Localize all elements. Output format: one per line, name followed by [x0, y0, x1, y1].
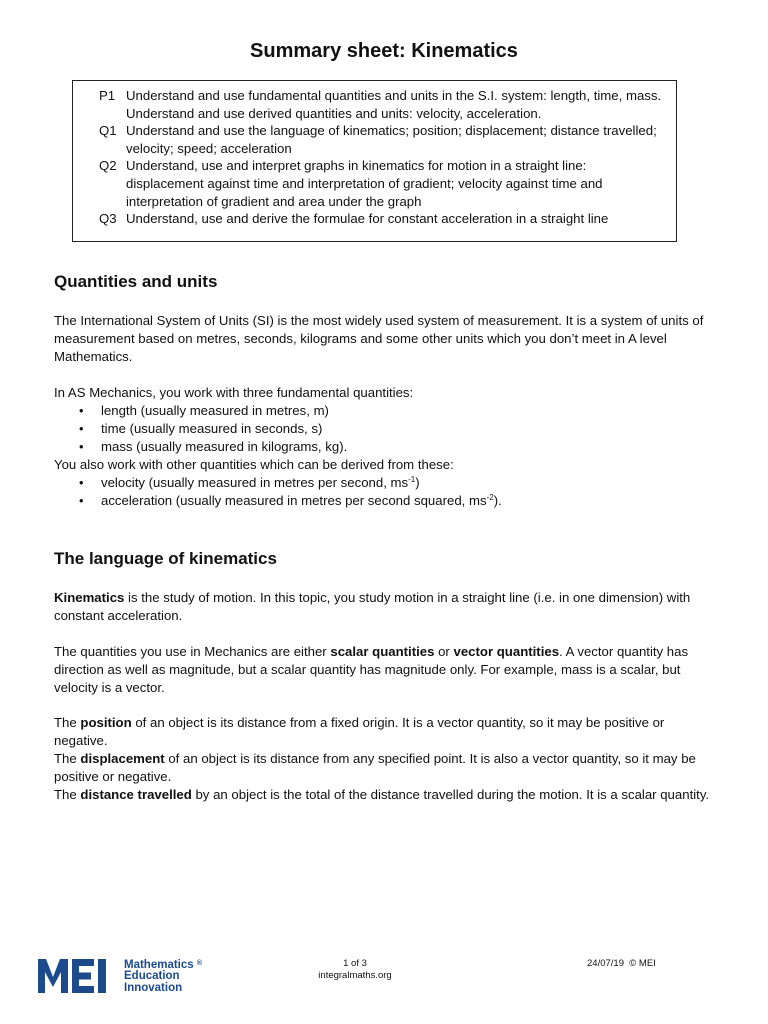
- list-item: • length (usually measured in metres, m): [79, 403, 329, 418]
- objective-text: Understand and use fundamental quantities and units in the S.I. system: length, time, mass. Understand and use derived quantities and units: velocity, acceleration.: [126, 88, 662, 121]
- derived-intro: You also work with other quantities which can be derived from these:: [54, 457, 454, 472]
- section-heading-language: The language of kinematics: [54, 549, 277, 568]
- bullet-icon: •: [79, 421, 84, 436]
- bullet-icon: •: [79, 493, 84, 508]
- list-item: • mass (usually measured in kilograms, kg).: [79, 439, 348, 454]
- mei-logo: [38, 957, 202, 995]
- fundamental-intro: In AS Mechanics, you work with three fundamental quantities:: [54, 385, 414, 400]
- mei-logo-icon: [38, 959, 118, 993]
- definitions-block: [54, 714, 718, 804]
- si-paragraph: The International System of Units (SI) is the most widely used system of measurement. It is a system of units of measurement based on metres, seconds, kilograms and some other units which you don’t meet in A level Mathematics.: [54, 313, 704, 364]
- objective-code: Q3: [99, 211, 117, 227]
- page-number: 1 of 3: [343, 958, 367, 969]
- site-url: integralmaths.org: [318, 970, 392, 981]
- page-title: Summary sheet: Kinematics: [250, 40, 518, 62]
- section-heading-quantities: Quantities and units: [54, 272, 218, 291]
- objective-row: [99, 210, 666, 228]
- objective-text: Understand and use the language of kinematics; position; displacement; distance travelled; velocity; speed; acceleration: [126, 123, 657, 156]
- objective-text: Understand, use and interpret graphs in kinematics for motion in a straight line: displacement against time and interpretation of gradient; velocity against time and interpretation of gradient and area under the graph: [126, 158, 603, 209]
- list-item: • velocity (usually measured in metres per second, $ms^{-1}$): [79, 475, 420, 490]
- quantities-list-block: [54, 384, 718, 510]
- fundamental-list: [54, 402, 718, 456]
- mei-logo-text: Mathematics ® Education Innovation: [124, 958, 203, 994]
- footer-date: 24/07/19 © MEI: [587, 958, 656, 969]
- objective-text: Understand, use and derive the formulae for constant acceleration in a straight line: [126, 211, 609, 227]
- kinematics-definition: Kinematics is the study of motion. In this topic, you study motion in a straight line (i.e. in one dimension) with constant acceleration.: [54, 590, 691, 623]
- scalar-vector-paragraph: The quantities you use in Mechanics are either scalar quantities or vector quantities. A vector quantity has direction as well as magnitude, but a scalar quantity has magnitude only. For example, mass is a scalar, but velocity is a vector.: [54, 644, 689, 695]
- bullet-icon: •: [79, 439, 84, 454]
- distance-definition: The distance travelled by an object is the total of the distance travelled during the motion. It is a scalar quantity.: [54, 787, 710, 802]
- list-item: • acceleration (usually measured in metres per second squared, $ms^{-2}$).: [79, 493, 502, 508]
- position-definition: The position of an object is its distance from a fixed origin. It is a vector quantity, so it may be positive or negative.: [54, 715, 665, 748]
- footer-page-info: [300, 958, 410, 982]
- objective-row: [99, 87, 666, 122]
- bullet-icon: •: [79, 475, 84, 490]
- objective-code: P1: [99, 88, 116, 103]
- objective-code: Q1: [99, 123, 117, 139]
- list-item: • time (usually measured in seconds, s): [79, 421, 323, 436]
- objective-code: Q2: [99, 158, 117, 174]
- bullet-icon: •: [79, 403, 84, 418]
- objective-row: [99, 157, 666, 210]
- objective-row: [99, 122, 666, 157]
- displacement-definition: The displacement of an object is its distance from any specified point. It is also a vector quantity, so it may be positive or negative.: [54, 751, 696, 784]
- objectives-box: [72, 80, 677, 242]
- derived-list: [54, 474, 718, 510]
- quantities-intro-paragraph: [54, 312, 718, 366]
